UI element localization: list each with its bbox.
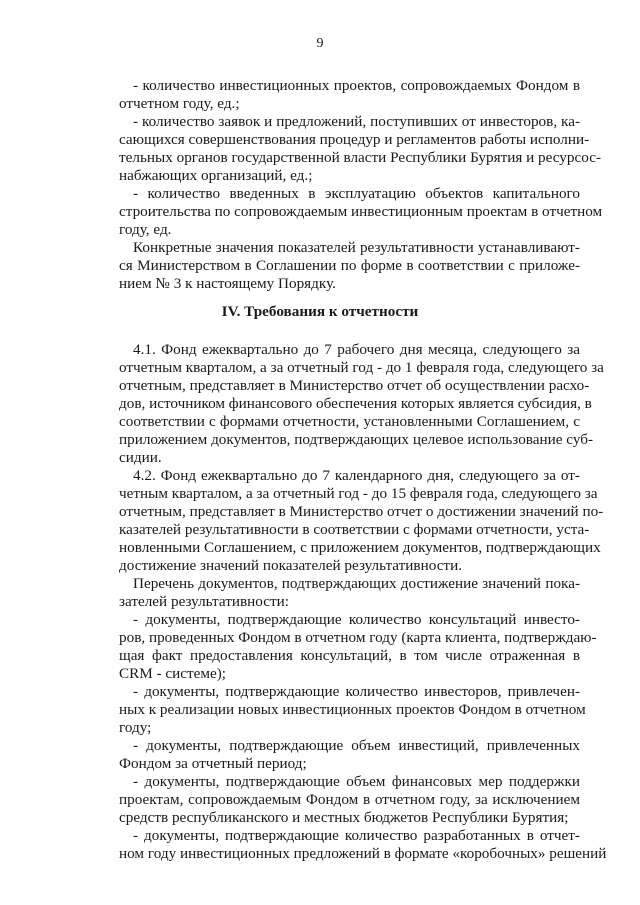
text-line: отчетным, представляет в Министерство отчет о достижении значений по-: [119, 503, 604, 520]
text-line: 4.1. Фонд ежеквартально до 7 рабочего дня месяца, следующего за: [133, 341, 580, 358]
text-line: году, ед.: [119, 221, 172, 238]
text-line: зателей результативности:: [119, 593, 289, 610]
text-line: Конкретные значения показателей результативности устанавливают-: [133, 239, 580, 256]
text-line: CRM - системе);: [119, 665, 227, 682]
text-line: нием № 3 к настоящему Порядку.: [119, 275, 336, 292]
text-line: четным кварталом, а за отчетный год - до 15 февраля года, следующего за: [119, 485, 598, 502]
text-line: отчетным кварталом, а за отчетный год - до 1 февраля года, следующего за: [119, 359, 604, 376]
text-line: - документы, подтверждающие количество инвесторов, привлечен-: [133, 683, 580, 700]
text-line: проектам, сопровождаемым Фондом в отчетном году, за исключением: [119, 791, 580, 808]
text-line: казателей результативности в соответствии с формами отчетности, уста-: [119, 521, 590, 538]
text-line: - документы, подтверждающие количество консультаций инвесто-: [133, 611, 580, 628]
text-line: ном году инвестиционных предложений в формате «коробочных» решений: [119, 845, 607, 862]
text-line: ров, проведенных Фондом в отчетном году (карта клиента, подтверждаю-: [119, 629, 597, 646]
text-line: отчетным, представляет в Министерство отчет об осуществлении расхо-: [119, 377, 590, 394]
text-line: средств республиканского и местных бюджетов Республики Бурятия;: [119, 809, 569, 826]
text-line: - документы, подтверждающие объем финансовых мер поддержки: [133, 773, 580, 790]
section-heading: IV. Требования к отчетности: [221, 303, 419, 320]
text-line: - документы, подтверждающие количество разработанных в отчет-: [133, 827, 580, 844]
text-line: дов, источником финансового обеспечения которых является субсидия, в: [119, 395, 592, 412]
text-line: 4.2. Фонд ежеквартально до 7 календарного дня, следующего за от-: [133, 467, 580, 484]
text-line: ных к реализации новых инвестиционных проектов Фондом в отчетном: [119, 701, 586, 718]
text-line: отчетном году, ед.;: [119, 95, 240, 112]
text-line: достижение значений показателей результативности.: [119, 557, 462, 574]
text-line: году;: [119, 719, 152, 736]
text-line: - количество заявок и предложений, поступивших от инвесторов, ка-: [133, 113, 580, 130]
text-line: щая факт предоставления консультаций, в том числе отраженная в: [119, 647, 580, 664]
text-line: новленными Соглашением, с приложением документов, подтверждающих: [119, 539, 601, 556]
text-line: сающихся совершенствования процедур и регламентов работы исполни-: [119, 131, 590, 148]
text-line: набжающих организаций, ед.;: [119, 167, 313, 184]
page-number: 9: [316, 36, 324, 51]
text-line: Фондом за отчетный период;: [119, 755, 307, 772]
text-line: строительства по сопровождаемым инвестиционным проектам в отчетном: [119, 203, 603, 220]
text-line: Перечень документов, подтверждающих достижение значений пока-: [133, 575, 580, 592]
text-line: - количество инвестиционных проектов, сопровождаемых Фондом в: [133, 77, 580, 94]
text-line: сидии.: [119, 449, 162, 466]
text-line: - количество введенных в эксплуатацию объектов капитального: [133, 185, 580, 202]
text-line: тельных органов государственной власти Республики Бурятия и ресурсос-: [119, 149, 602, 166]
text-line: приложением документов, подтверждающих целевое использование суб-: [119, 431, 594, 448]
text-line: ся Министерством в Соглашении по форме в соответствии с приложе-: [119, 257, 580, 274]
text-line: - документы, подтверждающие объем инвестиций, привлеченных: [133, 737, 580, 754]
text-line: соответствии с формами отчетности, установленными Соглашением, с: [119, 413, 580, 430]
